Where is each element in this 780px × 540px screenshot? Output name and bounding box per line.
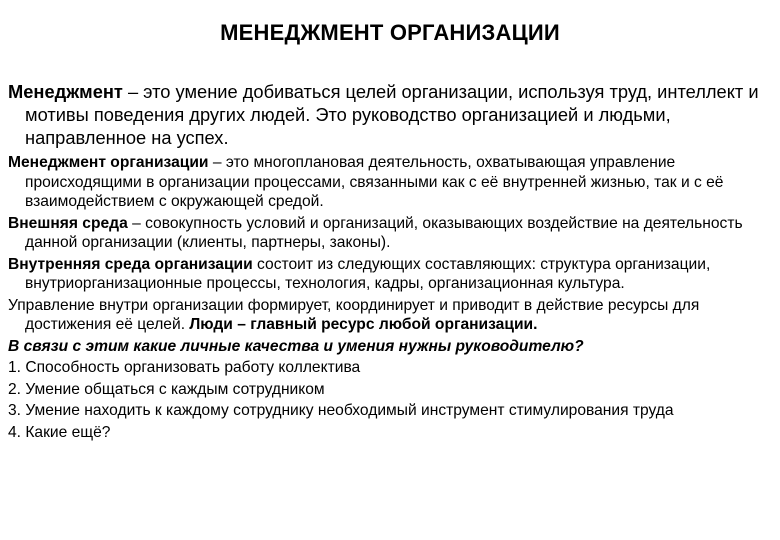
definition-text: – совокупность условий и организаций, оказывающих воздействие на деятельность данной организации (клиенты, партнеры, законы). bbox=[25, 214, 743, 251]
list-item: 2. Умение общаться с каждым сотрудником bbox=[8, 380, 325, 398]
definition-text: – это многоплановая деятельность, охватывающая управление происходящими в организации процессами, связанными как с её внутренней жизнью, так и с её взаимодействием с окружающей средой. bbox=[25, 154, 724, 210]
term: Менеджмент bbox=[8, 81, 123, 102]
question bbox=[8, 337, 772, 357]
list-item: 1. Способность организовать работу коллектива bbox=[8, 359, 361, 376]
document-body bbox=[8, 80, 772, 444]
list-item: 3. Умение находить к каждому сотруднику необходимый инструмент стимулирования труда bbox=[8, 402, 674, 419]
definition-text: состоит из следующих составляющих: структура организации, внутриорганизационные процессы, технология, кадры, организационная культура. bbox=[25, 255, 711, 292]
definition-internal-environment bbox=[8, 255, 772, 294]
list-item: 4. Какие ещё? bbox=[8, 423, 111, 441]
definition-management bbox=[8, 80, 772, 149]
term: Внешняя среда bbox=[8, 214, 128, 232]
definition-org-management bbox=[8, 153, 772, 212]
definition-text: – это умение добиваться целей организации, используя труд, интеллект и мотивы поведения других людей. Это руководство организацией и людьми, направленное на успех. bbox=[25, 81, 759, 148]
page-title: МЕНЕДЖМЕНТ ОРГАНИЗАЦИИ bbox=[220, 20, 560, 45]
paragraph-internal-management bbox=[8, 296, 772, 335]
definition-external-environment bbox=[8, 214, 772, 253]
term: Менеджмент организации bbox=[8, 154, 209, 171]
term: Внутренняя среда организации bbox=[8, 255, 253, 273]
paragraph-text: Управление внутри организации формирует, координирует и приводит в действие ресурсы для достижения её целей. bbox=[8, 296, 700, 333]
question-text: В связи с этим какие личные качества и умения нужны руководителю? bbox=[8, 337, 584, 355]
key-statement: Люди – главный ресурс любой организации. bbox=[189, 316, 538, 333]
